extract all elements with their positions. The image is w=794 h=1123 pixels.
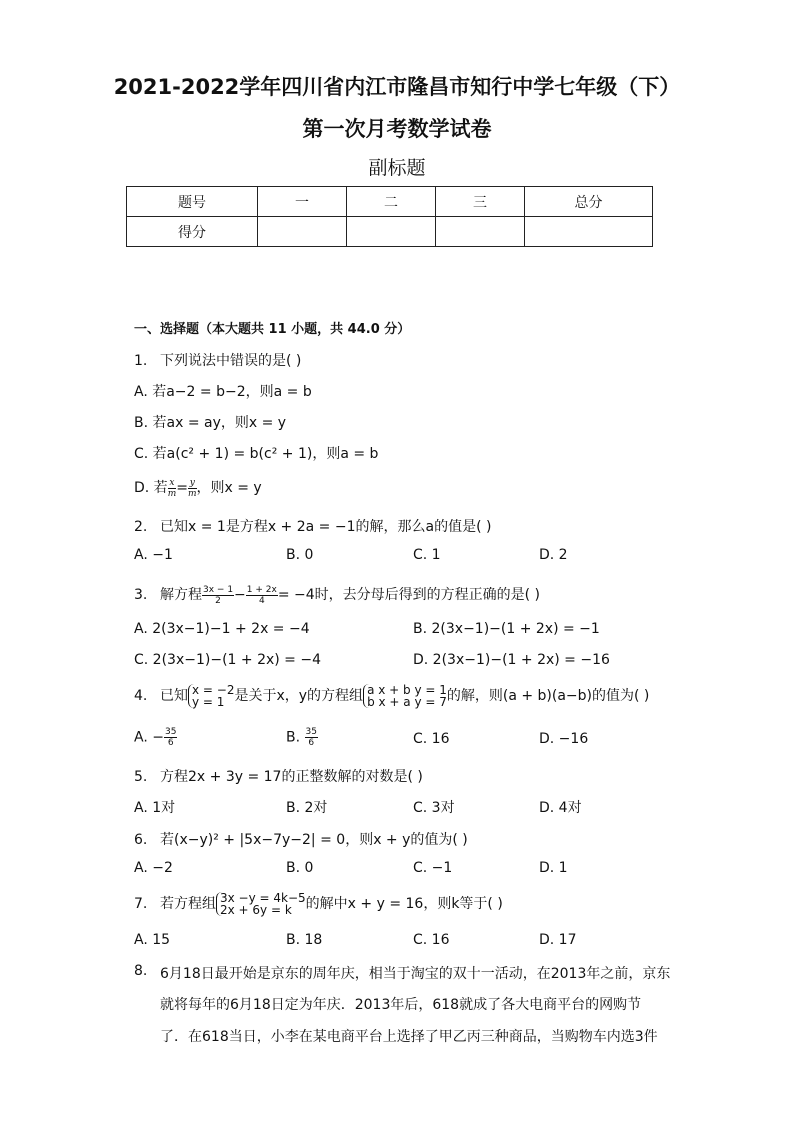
q5-option-a: A. 1对 — [134, 800, 176, 816]
score-cell: 三 — [436, 187, 525, 217]
question-stem: 已知 — [160, 688, 188, 704]
q3-option-c: C. 2(3x−1)−(1 + 2x) = −4 — [134, 652, 321, 668]
score-blank-cell — [436, 217, 525, 247]
option-text: ，则x = y — [196, 480, 262, 496]
minus-sign: − — [234, 587, 246, 603]
question-3 — [134, 584, 540, 606]
score-table-header-row — [127, 187, 653, 217]
q2-option-b: B. 0 — [286, 547, 314, 563]
q7-option-b: B. 18 — [286, 932, 323, 948]
q7-option-c: C. 16 — [413, 932, 450, 948]
q4-option-a: A. − $\frac{35}{6}$ — [134, 727, 177, 748]
fraction: $\frac{35}{6}$ — [164, 727, 177, 748]
question-stem: = −4时，去分母后得到的方程正确的是( ) — [277, 587, 541, 603]
q4-option-c: C. 16 — [413, 731, 450, 747]
fraction: $\frac{35}{6}$ — [305, 727, 317, 748]
q6-option-d: D. 1 — [539, 860, 568, 876]
section-heading: 一、选择题（本大题共 11 小题，共 44.0 分） — [134, 322, 411, 337]
question-stem: 已知x = 1是方程x + 2a = −1的解，那么a的值是( ) — [160, 519, 492, 535]
question-stem: 解方程 — [160, 587, 202, 603]
score-table — [126, 186, 653, 247]
fraction: $\frac{x}{m}$ — [167, 477, 177, 499]
score-cell: 一 — [258, 187, 347, 217]
question-stem: 若方程组 — [160, 896, 216, 912]
question-number: 7. — [134, 896, 148, 912]
question-2 — [134, 516, 491, 536]
q1-option-b: B. 若ax = ay，则x = y — [134, 415, 287, 431]
fraction: $\frac{y}{m}$ — [187, 477, 197, 499]
question-8-line3: 了．在618当日，小李在某电商平台上选择了甲乙丙三种商品，当购物车内选3件 — [160, 1029, 658, 1045]
question-8-line2: 就将每年的6月18日定为年庆．2013年后，618就成了各大电商平台的网购节 — [160, 997, 642, 1013]
fraction: $\frac{1 + 2x}{4}$ — [246, 584, 277, 606]
exam-title-line2: 第一次月考数学试卷 — [302, 117, 492, 141]
q5-option-b: B. 2对 — [286, 800, 328, 816]
score-cell: 得分 — [127, 217, 258, 247]
q5-option-d: D. 4对 — [539, 800, 582, 816]
equation-system: x = −2 y = 1 — [188, 684, 234, 708]
fraction: $\frac{3x - 1}{2}$ — [203, 584, 234, 606]
exam-title-line1: 2021-2022学年四川省内江市隆昌市知行中学七年级（下） — [113, 75, 681, 99]
question-stem: 下列说法中错误的是( ) — [160, 353, 302, 369]
q7-option-a: A. 15 — [134, 932, 171, 948]
option-text: D. 若 — [134, 480, 168, 496]
q3-option-d: D. 2(3x−1)−(1 + 2x) = −16 — [413, 652, 610, 668]
question-5 — [134, 766, 423, 786]
question-number: 3. — [134, 587, 148, 603]
q2-option-d: D. 2 — [539, 547, 568, 563]
question-number: 5. — [134, 769, 148, 785]
equals-sign: = — [176, 480, 188, 496]
q4-option-b: B. $\frac{35}{6}$ — [286, 727, 317, 748]
question-7 — [134, 892, 503, 916]
q1-option-a: A. 若a−2 = b−2，则a = b — [134, 384, 312, 400]
question-stem: 的解中x + y = 16，则k等于( ) — [305, 896, 503, 912]
q1-option-d — [134, 477, 262, 499]
q6-option-a: A. −2 — [134, 860, 173, 876]
question-stem: 方程2x + 3y = 17的正整数解的对数是( ) — [160, 769, 423, 785]
score-table-score-row — [127, 217, 653, 247]
q3-option-b: B. 2(3x−1)−(1 + 2x) = −1 — [413, 621, 600, 637]
question-6 — [134, 829, 468, 849]
score-blank-cell — [525, 217, 653, 247]
q5-option-c: C. 3对 — [413, 800, 455, 816]
question-4 — [134, 684, 649, 708]
question-stem: 若(x−y)² + |5x−7y−2| = 0，则x + y的值为( ) — [160, 832, 468, 848]
question-stem: 的解，则(a + b)(a−b)的值为( ) — [446, 688, 650, 704]
question-number: 2. — [134, 519, 148, 535]
score-cell: 总分 — [525, 187, 653, 217]
question-number: 1. — [134, 353, 148, 369]
score-blank-cell — [258, 217, 347, 247]
question-number: 8. — [134, 963, 148, 979]
question-8-number — [134, 963, 160, 979]
score-blank-cell — [347, 217, 436, 247]
score-cell: 题号 — [127, 187, 258, 217]
exam-subtitle: 副标题 — [368, 157, 426, 179]
q2-option-c: C. 1 — [413, 547, 441, 563]
score-cell: 二 — [347, 187, 436, 217]
q6-option-c: C. −1 — [413, 860, 453, 876]
equation-system: 3x −y = 4k−5 2x + 6y = k — [216, 892, 306, 916]
q1-option-c: C. 若a(c² + 1) = b(c² + 1)，则a = b — [134, 446, 379, 462]
q3-option-a: A. 2(3x−1)−1 + 2x = −4 — [134, 621, 310, 637]
equation-system: a x + b y = 1 b x + a y = 7 — [363, 684, 447, 708]
q2-option-a: A. −1 — [134, 547, 173, 563]
question-number: 4. — [134, 688, 148, 704]
question-number: 6. — [134, 832, 148, 848]
q4-option-d: D. −16 — [539, 731, 589, 747]
q6-option-b: B. 0 — [286, 860, 314, 876]
question-8-line1: 6月18日最开始是京东的周年庆，相当于淘宝的双十一活动，在2013年之前，京东 — [160, 966, 671, 982]
q7-option-d: D. 17 — [539, 932, 577, 948]
question-1 — [134, 350, 301, 370]
question-stem: 是关于x，y的方程组 — [234, 688, 364, 704]
